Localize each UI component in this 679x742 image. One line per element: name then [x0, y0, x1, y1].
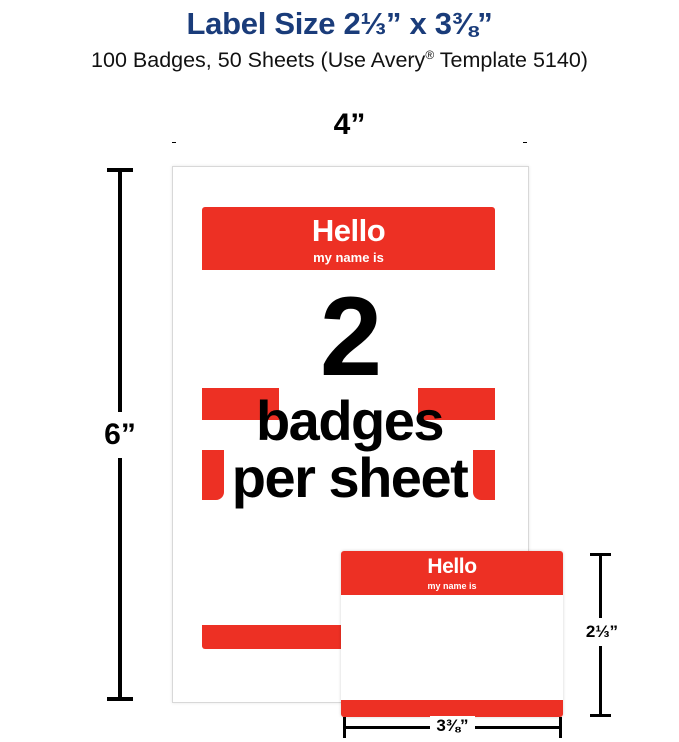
- sheet-height-top-cap: [107, 168, 133, 172]
- subtitle-text-after: Template 5140): [434, 48, 588, 73]
- large-badge-red-corner-right: [473, 450, 495, 500]
- large-badge-hello-text: Hello: [311, 213, 386, 248]
- badge-count-line2: per sheet: [231, 446, 468, 510]
- sheet-height-bottom-cap: [107, 697, 133, 701]
- large-badge-red-tab-right: [418, 388, 495, 420]
- badge-width-value: 3⅜”: [430, 716, 474, 735]
- badge-count-line1: badges: [255, 389, 444, 453]
- large-badge-my-name-is-text: my name is: [313, 250, 384, 265]
- badge-width-label: [343, 716, 562, 736]
- page-subtitle: [0, 48, 679, 73]
- badge-count-number: 2: [319, 274, 380, 399]
- page-title: Label Size 2⅓” x 3⅜”: [186, 6, 493, 41]
- small-badge-red-footer: [341, 700, 563, 717]
- header: [0, 0, 679, 73]
- badge-height-label: 2⅓”: [566, 618, 638, 646]
- sheet-width-label: [172, 108, 527, 142]
- large-badge-red-tab-left: [202, 388, 279, 420]
- registered-trademark-icon: ®: [425, 48, 435, 62]
- small-badge-my-name-is-text: my name is: [427, 581, 477, 591]
- large-badge-red-corner-left: [202, 450, 224, 500]
- small-badge-hello-text: Hello: [427, 555, 477, 578]
- small-name-badge: [341, 551, 563, 717]
- badge-height-bottom-cap: [590, 714, 611, 717]
- badge-height-top-cap: [590, 553, 611, 556]
- subtitle-text-before: 100 Badges, 50 Sheets (Use Avery: [91, 48, 426, 73]
- sheet-width-value: 4”: [324, 108, 376, 141]
- sheet-height-label: 6”: [74, 412, 166, 458]
